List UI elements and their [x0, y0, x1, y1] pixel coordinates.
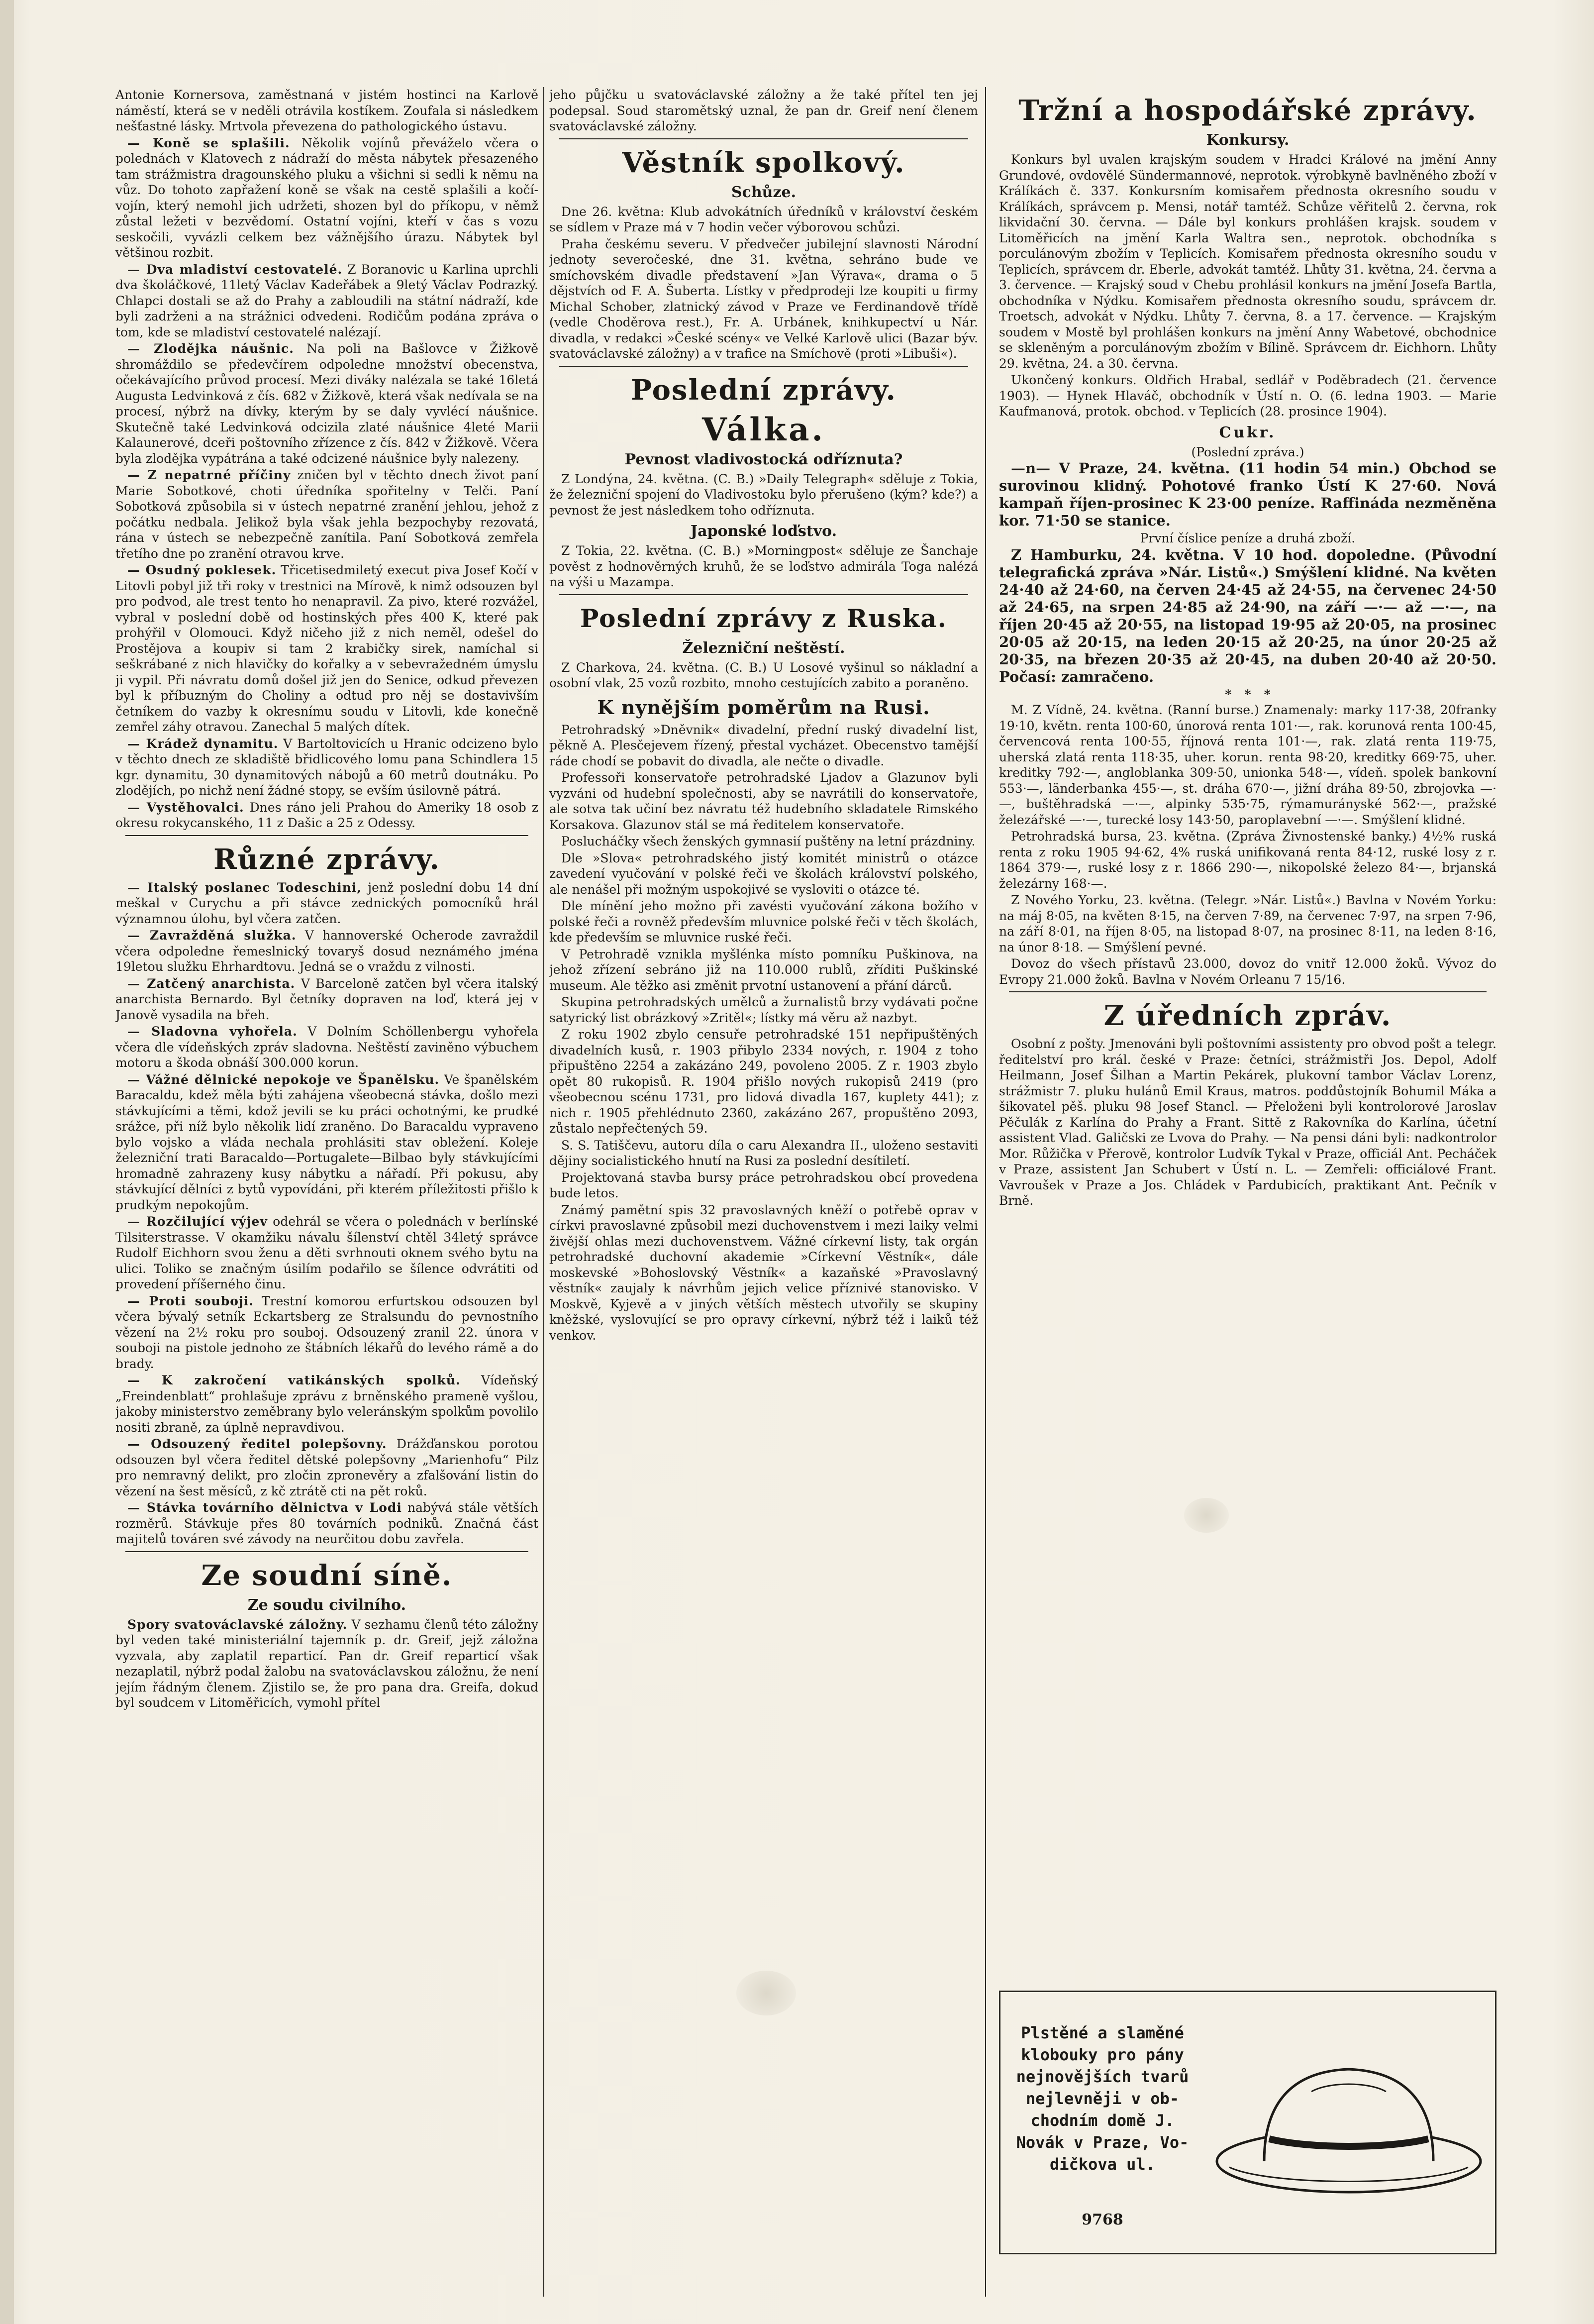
market-report-vienna: M. Z Vídně, 24. května. (Ranní burse.) Znamenaly: marky 117·38, 20franky 19·10, květn. renta 100·60, únorová renta 101·—, rak. korunová renta 100·45, červencová renta 100·55, říjnová renta 101·—, rak. zlatá renta 119·75, uherská zlatá renta 118·35, uher. korun. renta 98·20, kreditky 669·75, uher. kreditky 792·—, angloblanka 309·50, unionka 548·—, vídeň. spolek bankovní 553·—, länderbanka 455·—, st. dráha 670·—, jižní dráha 89·50, zbrojovka —·—, buštěhradská —·—, alpinky 535·75, rýmamurányské 562·—, pražské železářské —·—, turecké losy 143·50, paroplavební —·—. Smýšlení klidné. — [999, 703, 1496, 827]
article-paragraph: — Sladovna vyhořela. V Dolním Schöllenbergu vyhořela včera dle vídeňských zpráv sladovna. Neštěstí zaviněno výbuchem motoru a škoda obnáší 300.000 korun. — [115, 1024, 538, 1070]
subsection-heading-jap: Japonské loďstvo. — [690, 523, 837, 540]
section-divider — [559, 594, 968, 595]
section-heading-vestnik: Věstník spolkový. — [622, 146, 905, 179]
article-paragraph: — Zavražděná služka. V hannoverské Ocherode zavraždil včera odpoledne řemeslnický tovaryš dosud neznámého jména 19letou služku Ehrhardtovu. Jedná se o vraždu z vilnosti. — [115, 928, 538, 974]
column-rule — [543, 87, 544, 2297]
article-paragraph: — Krádež dynamitu. V Bartoltovicích u Hranic odcizeno bylo v těchto dnech ze skladiště břidlicového lomu pana Schindlera 15 kgr. dynamitu, 30 dynamitových nábojů a 60 metrů doutnáku. Po zlodějích, po nichž není žádné stopy, se evším úsilovně pátrá. — [115, 736, 538, 798]
section-heading-valka: Válka. — [702, 411, 825, 448]
ad-line: dičkova ul. — [1050, 2155, 1155, 2174]
article-paragraph: Poslucháčky všech ženských gymnasií puštěny na letní prázdniny. — [561, 834, 976, 848]
article-paragraph: — Vážné dělnické nepokoje ve Španělsku. Ve španělském Baracaldu, kdež měla býti zahájena všeobecná stávka, došlo mezi stávkujícími a těmi, kdož jevili se ku práci ochotnými, ke prudké srážce, při níž bylo několik lidí zraněno. Do Baracaldu vypraveno bylo vojsko a vláda nechala prohlásiti stav obležení. Koleje železniční trati Baracaldo—Portugalete—Bilbao byly stávkujícími hromadně zahrazeny kusy nábytku a nářadí. Při pokusu, aby stávkující dělníci z bytů vypovídáni, při kterém příležitosti přišlo k prudkým nepokojům. — [115, 1072, 538, 1212]
hat-advertisement — [999, 1991, 1496, 2254]
article-paragraph: Z Londýna, 24. května. (C. B.) »Daily Telegraph« sděluje z Tokia, že železniční spojení do Vladivostoku bylo přerušeno (kým? kde?) a pevnost že jest následkem toho odříznuta. — [549, 471, 978, 518]
ad-line: klobouky pro pány — [1021, 2045, 1184, 2064]
article-paragraph: Konkurs byl uvalen krajským soudem v Hradci Králové na jmění Anny Grundové, ovdovělé Sündermannové, neprotok. výrobkyně bavlněného zboží v Králíkách č. 337. Konkursním komisařem přednosta okresního soudu v Králíkách, správcem p. Mensi, notář tamtéž. Schůze věřitelů 2. června, rok likvidační 30. června. — Dále byl konkurs prohlášen krajsk. soudem v Litoměřicích na jmění Karla Waltra sen., neprotok. obchodníka s porculánovým zbožím v Teplicích. Komisařem přednosta okresního soudu v Teplicích, správcem dr. Eberle, advokát tamtéž. Lhůty 31. května, 24. června a 3. července. — Krajský soud v Chebu prohlásil konkurs na jmění Josefa Bartla, obchodníka v Nýdku. Komisařem přednosta okresního soudu, správcem dr. Troetsch, advokát v Nýdku. Lhůty 7. června, 8. a 17. července. — Krajským soudem v Mostě byl prohlášen konkurs na jmění Anny Wabetové, obchodnice se skleněným a porculánovým zbožím v Bílině. Správcem dr. Eichhorn. Lhůty 29. května, 24. a 30. června. — [999, 152, 1496, 371]
subsection-heading-cukr: Cukr. — [1219, 423, 1277, 441]
article-paragraph: — Odsouzený ředitel polepšovny. Drážďanskou porotou odsouzen byl včera ředitel dětské polepšovny „Marienhofu“ Pilz pro nemravný delikt, pro zločin zpronevěry a zfalšování listin do vězení na šest měsíců, z kč ztrátě cti na pět roků. — [115, 1437, 538, 1498]
ad-line: nejlevněji v ob- — [1025, 2089, 1180, 2108]
article-paragraph: V Petrohradě vznikla myšlénka místo pomníku Puškinova, na jehož zřízení sebráno již na 110.000 rublů, zříditi Puškinské museum. Ale těžko asi změnit prvotní ustanovení a přání dárců. — [549, 947, 978, 993]
section-heading-trzni: Tržní a hospodářské zprávy. — [1018, 94, 1477, 127]
subsection-heading-konkursy: Konkursy. — [1206, 131, 1290, 149]
ad-line: Novák v Praze, Vo- — [1016, 2133, 1189, 2152]
article-paragraph: — Osudný poklesek. Třicetisedmiletý execut piva Josef Kočí v Litovli pobyl již tři roky v trestnici na Mírově, k nimž odsouzen byl pro podvod, ale trest tento ho nenapravil. Za pivo, které rozvážel, vybral v poslední době od hostinských přes 400 K, které pak prohýřil v Olomouci. Když ničeho již z nich neměl, odešel do Prostějova a koupiv si tam 2 krabičky sirek, namíchal si seškrábané z nich hlavičky do kořalky a v sebevražedném úmyslu ji vypil. Při návratu domů došel již jen do Senice, odkud převezen byl k příbuzným do Choliny a odtud pro něj se dostavivším četníkem do vazby k okresnímu soudu v Litovli, kde konečně zemřel záhy otravou. Zanechal 5 malých dítek. — [115, 563, 538, 734]
article-paragraph: Praha českému severu. V předvečer jubilejní slavnosti Národní jednoty severočeské, dne 31. května, sehráno bude ve smíchovském divadle představení »Jan Výrava«, drama o 5 dějstvích od F. A. Šuberta. Lístky v předprodeji lze koupiti u firmy Michal Schober, zlatnický závod v Praze ve Ferdinandově třídě (vedle Choděrova rest.), Fr. A. Urbánek, knihkupectví u Nár. divadla, v redakci »České scény« ve Velké Karlově ulici (Bazar býv. svatováclavské záložny) a v trafice na Smíchově (proti »Libuši«). — [549, 236, 978, 361]
subsection-heading-schuze: Schůze. — [731, 183, 797, 201]
section-divider — [1009, 991, 1487, 992]
column-2 — [549, 87, 978, 2289]
column-1 — [115, 87, 538, 2289]
article-paragraph: — Dva mladiství cestovatelé. Z Boranovic u Karlina uprchli dva školáčkové, 11letý Václav Kadeřábek a 9letý Václav Podrazký. Chlapci dostali se až do Prahy a zabloudili na státní nádraží, kde byli zadrženi a na strážnici odvedeni. Rodičům podána zpráva o tom, kde se mladiství cestovatelé nalézají. — [115, 262, 538, 339]
section-divider — [125, 835, 528, 836]
article-paragraph: — Rozčilující výjev odehrál se včera o polednách v berlínské Tilsiterstrasse. V okamžiku návalu šílenství chtěl 34letý správce Rudolf Eichhorn svou ženu a děti svrhnouti oknem svého bytu na ulici. Toliko se značným úsilím podařilo se šílence odvrátiti od provedení příšerného činu. — [115, 1214, 538, 1291]
article-paragraph: Ukončený konkurs. Oldřich Hrabal, sedlář v Poděbradech (21. července 1903). — Hynek Hlaváč, obchodník v Ústí n. O. (6. ledna 1903. — Marie Kaufmanová, protok. obchod. v Teplicích (28. prosince 1904). — [999, 373, 1496, 419]
market-report-prague: —n— V Praze, 24. května. (11 hodin 54 min.) Obchod se surovinou klidný. Pohotové franko Ústí K 27·60. Nová kampaň říjen-prosinec K 23·00 peníze. Raffináda nezměněna kor. 71·50 se stanice. — [999, 460, 1496, 529]
section-heading-posledni: Poslední zprávy. — [631, 373, 897, 407]
section-divider — [559, 366, 968, 367]
market-note: První číslice peníze a druhá zboží. — [1140, 531, 1356, 545]
article-paragraph: Professoři konservatoře petrohradské Ljadov a Glazunov byli vyzváni od hudební společnosti, aby se navrátili do konservatoře, ale sotva tak učiní bez návratu též hudebního skladatele Rimského Korsakova. Glazunov stál se má ředitelem konservatoře. — [549, 770, 978, 832]
subsection-heading-rail: Železniční neštěstí. — [682, 639, 845, 657]
advertisement-code: 9768 — [1082, 2211, 1123, 2228]
market-report-cotton: Dovoz do všech přístavů 23.000, dovoz do vnitř 12.000 žoků. Vývoz do Evropy 21.000 žoků. Bavlna v Novém Orleanu 7 15/16. — [999, 956, 1496, 987]
ornament-separator: * * * — [1225, 687, 1271, 702]
article-paragraph: — Zatčený anarchista. V Barceloně zatčen byl včera italský anarchista Bernardo. Byl četníky dopraven na loď, která jej v Janově vysadila na břeh. — [115, 976, 538, 1022]
article-paragraph: S. S. Tatiščevu, autoru díla o caru Alexandra II., uloženo sestaviti dějiny socialistického hnutí na Rusi za poslední desítiletí. — [549, 1138, 978, 1168]
article-paragraph: Petrohradský »Dněvnik« divadelní, přední ruský divadelní list, pěkně A. Plesčejevem řízený, přestal vycházet. Obecenstvo tamější ráde chodí se pobavit do divadla, ale nečte o divadle. — [549, 722, 978, 768]
article-paragraph: — Stávka továrního dělnictva v Lodi nabývá stále větších rozměrů. Stávkuje přes 80 továrních podniků. Značná část majitelů továren své závody na neurčitou dobu zavřela. — [115, 1500, 538, 1546]
subsection-heading-port: Pevnost vladivostocká odříznuta? — [624, 450, 903, 468]
article-paragraph: Z Tokia, 22. května. (C. B.) »Morningpost« sděluje ze Šanchaje pověst z hodnověrných kruhů, že se loďstvo admirála Toga nalézá na výši u Mazampa. — [549, 543, 978, 589]
article-paragraph: — Proti souboji. Trestní komorou erfurtskou odsouzen byl včera bývalý setník Eckartsberg ze Stralsundu do pevnostního vězení na 2½ roku pro souboj. Odsouzený zranil 22. února v souboji na pistole jednoho ze štábních lékařů do levého rámě a do brady. — [115, 1293, 538, 1371]
article-paragraph: Známý pamětní spis 32 pravoslavných kněží o potřebě oprav v církvi pravoslavné způsobil mezi duchovenstvem i mezi laiky velmi živější ohlas mezi duchovenstvem. Vážné církevní listy, tak orgán petrohradské duchovní akademie »Církevní Věstník«, dále moskevské »Bohoslovský Věstník« a kazaňské »Pravoslavný věstník« zaujaly k návrhům jejich velice příznivé stanovisko. V Moskvě, Kyjevě a v jiných větších městech utvořily se skupiny kněžské, vyslovující se pro opravy církevní, nýbrž též i laiků též venkov. — [549, 1202, 978, 1343]
section-divider — [125, 1551, 528, 1552]
article-paragraph: Projektovaná stavba bursy práce petrohradskou obcí provedena bude letos. — [549, 1170, 978, 1200]
article-paragraph: Skupina petrohradských umělců a žurnalistů brzy vydávati počne satyrický list obrázkový »Zritěl«; lístky má věru až nazbyt. — [549, 995, 978, 1025]
column-rule — [985, 87, 986, 2297]
article-paragraph: Dne 26. května: Klub advokátních úředníků v království českém se sídlem v Praze má v 7 hodin večer výborovou schůzi. — [549, 204, 978, 234]
article-paragraph: Spory svatováclavské záložny. V sezhamu členů této záložny byl veden také ministeriální tajemník p. dr. Greif, jejž záložna vyzvala, aby zaplatil reparticí. Pan dr. Greif reparticí však nezaplatil, nýbrž podal žalobu na svatováclavskou záložnu, že není jejím řádným členem. Zjistilo se, že pro pana dra. Greifa, dokud byl soudcem v Litoměřicích, vymohl přítel — [115, 1617, 538, 1710]
subsection-heading-now: K nynějším poměrům na Rusi. — [597, 696, 930, 719]
ad-line: chodním domě J. — [1030, 2111, 1175, 2130]
hat-illustration-icon — [1209, 2037, 1488, 2206]
article-paragraph: Antonie Kornersova, zaměstnaná v jistém hostinci na Karlově náměstí, která se v neděli otrávila kostíkem. Zoufala si následkem nešťastné lásky. Mrtvola převezena do pathologického ústavu. — [115, 88, 538, 133]
article-paragraph: — Z nepatrné příčiny zničen byl v těchto dnech život paní Marie Sobotkové, choti úředníka spořitelny v Telči. Paní Sobotková způsobila si v ústech nepatrné zranění jehlou, jehož z počátku nedbala. Jelikož byla však jehla bezpochyby rezovatá, rána v ústech se nebezpečně zanítila. Paní Sobotková zemřela třetího dne po zranění otravou krve. — [115, 468, 538, 561]
article-paragraph: Osobní z pošty. Jmenováni byli poštovními assistenty pro obvod pošt a telegr. ředitelství pro král. české v Praze: četníci, strážmistři Jos. Depol, Adolf Heilmann, Josef Šilhan a Martin Pekárek, plukovní tambor Václav Lorenz, strážmistr 7. pluku hulánů Emil Kraus, matros. poddůstojník Bohumil Máka a šikovatel pěš. pluku 98 Josef Stancl. — Přeloženi byli kontrolorové Jaroslav Pěčulák z Karlína do Prahy a Frant. Sittě z Rakovníka do Karlína, účetní assistent Vlad. Galičski ze Lvova do Prahy. — Na pensi dáni byli: nadkontrolor Mor. Růžička v Přerově, kontrolor Ludvík Tykal v Praze, officiál Ant. Pecháček v Praze, assistent Jan Schubert v Ústí n. L. — Zemřeli: officiálové Frant. Vavroušek v Praze a Jos. Chládek v Pardubicích, praktikant Ant. Pečník v Brně. — [999, 1037, 1496, 1208]
article-paragraph: — Zlodějka náušnic. Na poli na Bašlovce v Žižkově shromáždilo se předevčírem odpoledne množství obecenstva, očekávajícího průvod procesí. Mezi diváky nalézala se také 16letá Augusta Ledvinková z čís. 682 v Žižkově, která však nedívala se na procesí, nýbrž na dívky, kterým by se daly vyvlécí náušnice. Skutečně také Ledvinková odcizila zlaté náušnice 4leté Marii Kalaunerové, dceři poštovního zřízence z čís. 842 v Žižkově. Včera byla zlodějka vypátrána a také odcizené náušnice byly nalezeny. — [115, 341, 538, 466]
article-paragraph: — K zakročení vatikánských spolků. Vídeňský „Freindenblatt“ prohlašuje zprávu z brněnského prameně vyšlou, jakoby ministerstvo zeměbrany bylo veleránským spolkům povolilo nositi zbraně, za úplně nepravdivou. — [115, 1373, 538, 1435]
article-paragraph: Dle mínění jeho možno při zavésti vyučování zákona božího v polské řeči a rovněž především mluvnice polské řeči v těch školách, kde především se mluvnice ruské řeči. — [549, 899, 978, 945]
section-divider — [559, 138, 968, 139]
section-heading-rusko: Poslední zprávy z Ruska. — [580, 603, 948, 633]
article-paragraph: Dle »Slova« petrohradského jistý komitét ministrů o otázce zavedení vyučování v polské řeči ve školách království polského, ale nenášel při možným uspokojivé se vysloviti o otázce té. — [549, 850, 978, 897]
market-report-hamburg: Z Hamburku, 24. května. V 10 hod. dopoledne. (Původní telegrafická zpráva »Nár. Listů«.) Smýšlení klidné. Na květen 24·40 až 24·60, na červen 24·45 až 24·55, na červenec 24·50 až 24·65, na srpen 24·85 až 24·90, na září —·— až —·—, na říjen 20·45 až 20·55, na listopad 19·95 až 20·05, na prosinec 20·05 až 20·15, na leden 20·15 až 20·25, na únor 20·25 až 20·35, na březen 20·35 až 20·45, na duben 20·40 až 20·50. Počasí: zamračeno. — [999, 546, 1496, 685]
ad-line: Plstěné a slaměné — [1021, 2023, 1184, 2042]
market-report-newyork: Z Nového Yorku, 23. května. (Telegr. »Nár. Listů«.) Bavlna v Novém Yorku: na máj 8·05, na květen 8·15, na červen 7·89, na červenec 7·97, na srpen 7·96, na září 8·01, na říjen 8·05, na listopad 8·07, na prosinec 8·11, na leden 8·16, na únor 8·18. — Smýšlení pevné. — [999, 893, 1496, 954]
section-heading-ruzne: Různé zprávy. — [213, 843, 440, 876]
subsection-note: (Poslední zpráva.) — [1191, 444, 1304, 459]
article-paragraph: jeho půjčku u svatováclavské záložny a že také přítel ten jej podepsal. Soud staromětský uznal, že pan dr. Greif není členem svatováclavské záložny. — [549, 88, 978, 133]
section-heading-urad: Z úředních zpráv. — [1103, 999, 1392, 1032]
market-report-petersburg: Petrohradská bursa, 23. května. (Zpráva Živnostenské banky.) 4½% ruská renta z roku 1905 94·62, 4% ruská unifikovaná renta 84·12, ruské losy z r. 1864 379·—, ruské losy z r. 1866 290·—, nikopolské železo 84·—, brjanská železárny 168·—. — [999, 829, 1496, 891]
article-paragraph: — Vystěhovalci. Dnes ráno jeli Prahou do Ameriky 18 osob z okresu rokycanského, 11 z Dašic a 25 z Odessy. — [115, 800, 538, 830]
article-paragraph: — Koně se splašili. Několik vojínů převáželo včera o polednách v Klatovech z nádraží do města nábytek přesazeného tam strážmistra dragounského pluku a všichni si sedli k němu na vůz. Do tohoto zapřažení koně se však na cestě splašili a kočí-vojín, který nemohl jich udržeti, shozen byl do příkopu, v němž zůstal ležeti v bezvědomí. Ostatní vojíni, kteří v čas s vozu seskočili, vyvázli celkem bez vážnějšího úrazu. Nábytek byl většinou rozbit. — [115, 135, 538, 260]
article-paragraph: — Italský poslanec Todeschini, jenž poslední dobu 14 dní meškal v Curychu a při stávce zednických pomocníků hrál významnou úlohu, byl včera zatčen. — [115, 880, 538, 926]
section-heading-soud: Ze soudní síně. — [201, 1559, 453, 1592]
advertisement-text — [1010, 2022, 1195, 2175]
column-3 — [999, 87, 1496, 1981]
article-paragraph: Z roku 1902 zbylo censuře petrohradské 151 nepřipuštěných divadelních kusů, r. 1903 přibylo 2334 nových, r. 1904 z toho připuštěno 2254 a zakázáno 249, povoleno 2005. Z r. 1903 zbylo opět 80 rukopisů. R. 1904 přišlo nových rukopisů 2419 (pro všeobecnou scénu 1731, pro lidová divadla 167, kuplety 441); z nich r. 1905 přehlédnuto 2360, zakázáno 267, propuštěno 2093, zůstalo nepřečtených 59. — [549, 1027, 978, 1136]
page-binding-edge — [0, 0, 14, 2324]
subsection-heading-civil: Ze soudu civilního. — [247, 1596, 406, 1614]
article-paragraph: Z Charkova, 24. května. (C. B.) U Losové vyšinul so nákladní a osobní vlak, 25 vozů rozbito, mnoho cestujících zabito a poraněno. — [549, 660, 978, 690]
ad-line: nejnovějších tvarů — [1016, 2067, 1189, 2086]
